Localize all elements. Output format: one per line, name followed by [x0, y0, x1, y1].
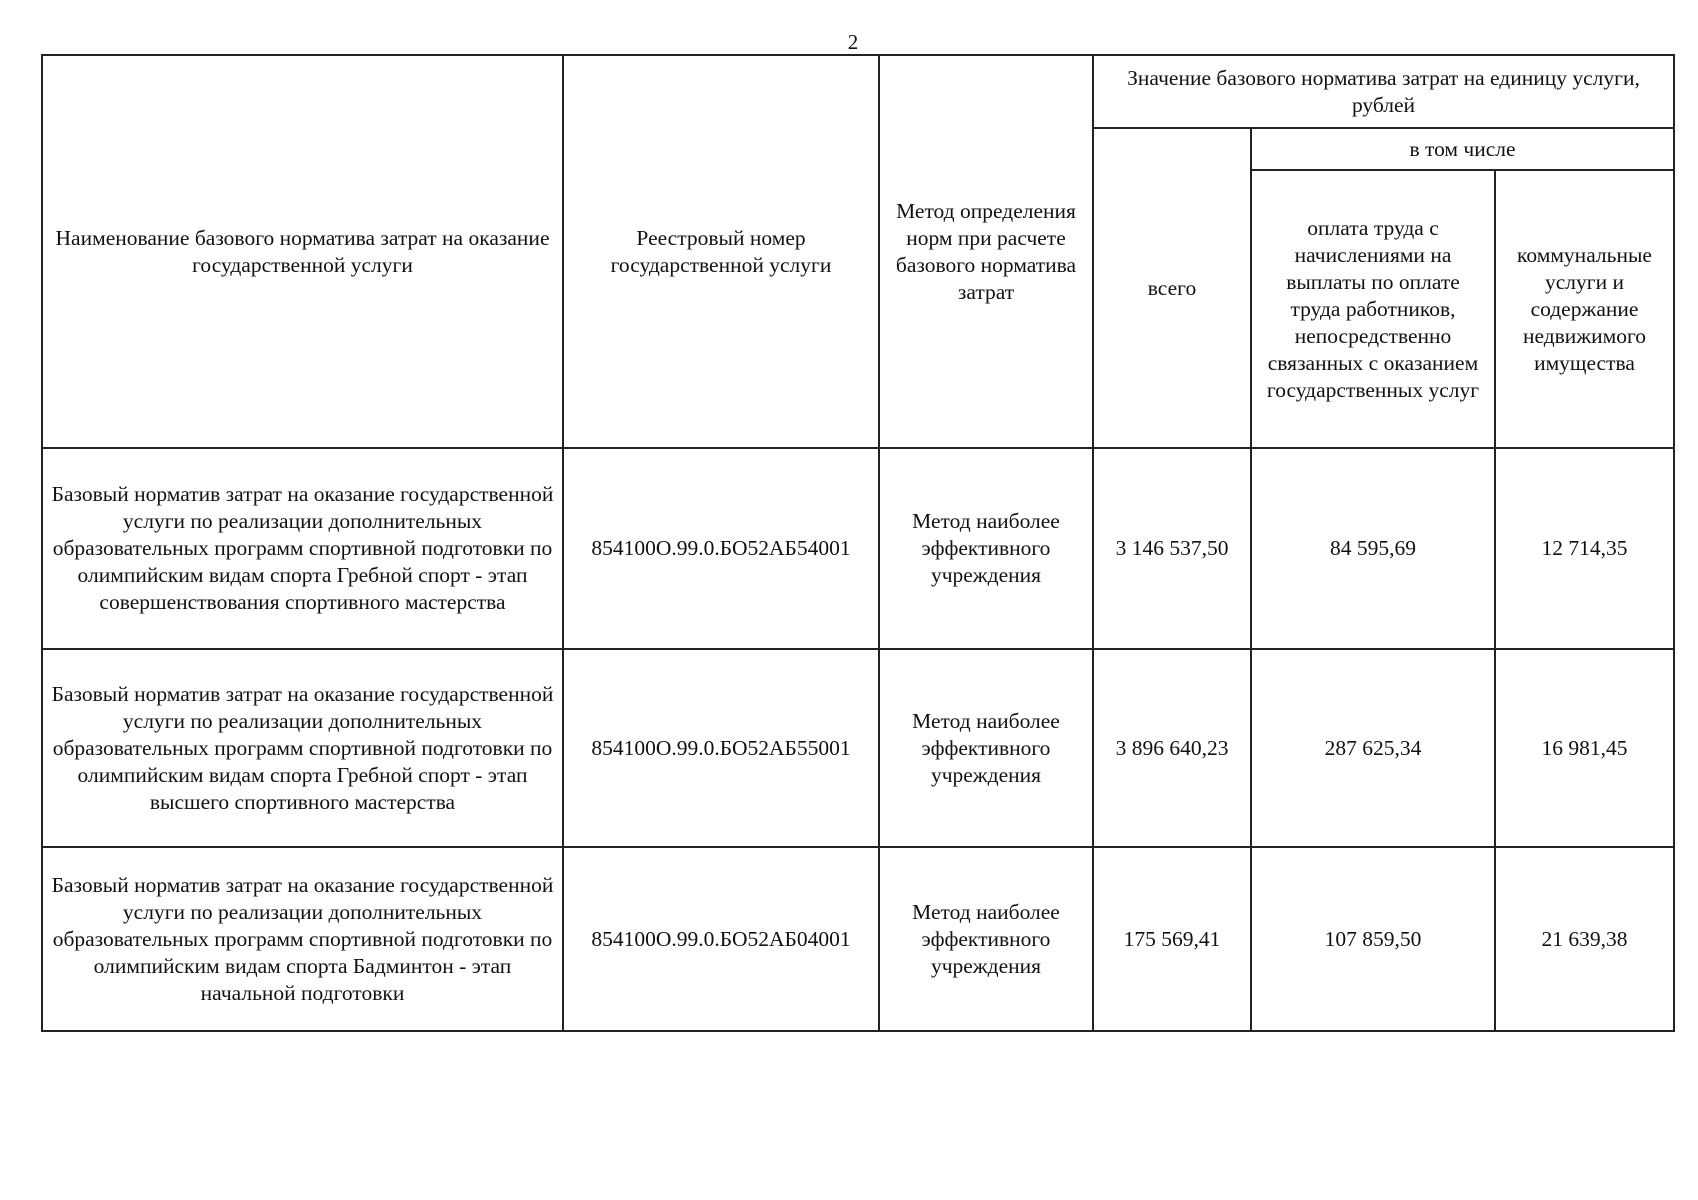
- header-value-group: Значение базового норматива затрат на единицу услуги, рублей: [1093, 55, 1674, 128]
- row-total: 3 146 537,50: [1093, 448, 1251, 649]
- header-utilities: коммунальные услуги и содержание недвижимого имущества: [1495, 170, 1674, 448]
- row-utilities: 21 639,38: [1495, 847, 1674, 1031]
- header-name: Наименование базового норматива затрат на оказание государственной услуги: [42, 55, 563, 448]
- row-method: Метод наиболее эффективного учреждения: [879, 649, 1093, 847]
- row-registry: 854100О.99.0.БО52АБ54001: [563, 448, 879, 649]
- row-name: Базовый норматив затрат на оказание государственной услуги по реализации дополнительных образовательных программ спортивной подготовки по олимпийским видам спорта Гребной спорт - этап совершенствования спортивного мастерства: [42, 448, 563, 649]
- row-registry: 854100О.99.0.БО52АБ55001: [563, 649, 879, 847]
- row-registry: 854100О.99.0.БО52АБ04001: [563, 847, 879, 1031]
- row-labor: 287 625,34: [1251, 649, 1495, 847]
- header-labor: оплата труда с начислениями на выплаты по оплате труда работников, непосредственно связанных с оказанием государственных услуг: [1251, 170, 1495, 448]
- header-row-1: [42, 55, 1674, 128]
- row-name: Базовый норматив затрат на оказание государственной услуги по реализации дополнительных образовательных программ спортивной подготовки по олимпийским видам спорта Гребной спорт - этап высшего спортивного мастерства: [42, 649, 563, 847]
- row-name: Базовый норматив затрат на оказание государственной услуги по реализации дополнительных образовательных программ спортивной подготовки по олимпийским видам спорта Бадминтон - этап начальной подготовки: [42, 847, 563, 1031]
- row-labor: 84 595,69: [1251, 448, 1495, 649]
- row-labor: 107 859,50: [1251, 847, 1495, 1031]
- header-method: Метод определения норм при расчете базового норматива затрат: [879, 55, 1093, 448]
- row-utilities: 12 714,35: [1495, 448, 1674, 649]
- header-including: в том числе: [1251, 128, 1674, 170]
- page-number: 2: [847, 30, 859, 54]
- row-method: Метод наиболее эффективного учреждения: [879, 448, 1093, 649]
- table-row: [42, 649, 1674, 847]
- table-row: [42, 448, 1674, 649]
- row-method: Метод наиболее эффективного учреждения: [879, 847, 1093, 1031]
- row-utilities: 16 981,45: [1495, 649, 1674, 847]
- table-row: [42, 847, 1674, 1031]
- cost-standards-table: [41, 54, 1675, 1032]
- header-total: всего: [1093, 128, 1251, 448]
- header-registry: Реестровый номер государственной услуги: [563, 55, 879, 448]
- row-total: 175 569,41: [1093, 847, 1251, 1031]
- row-total: 3 896 640,23: [1093, 649, 1251, 847]
